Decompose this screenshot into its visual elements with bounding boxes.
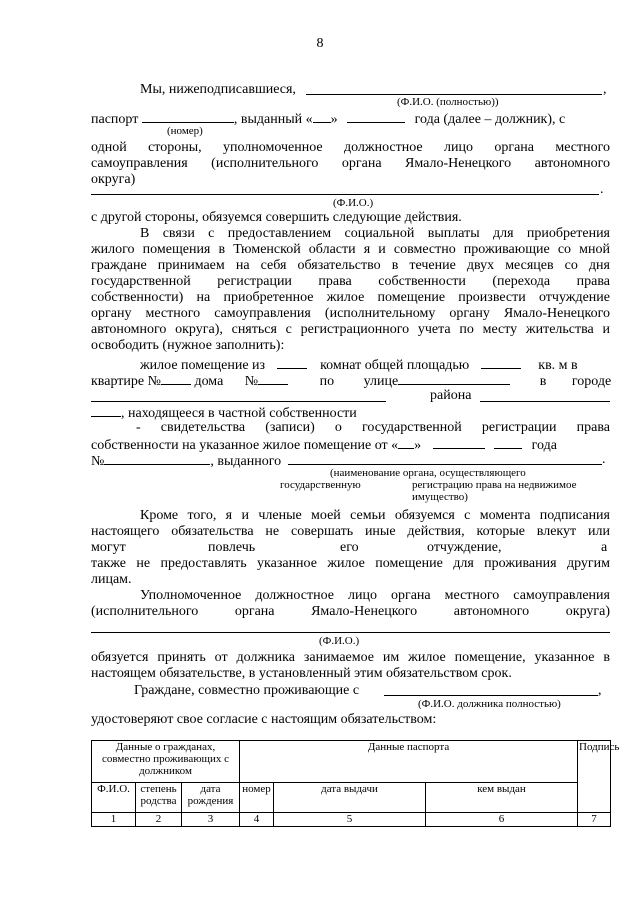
passport-data-table	[91, 740, 620, 827]
number-caption: (номер)	[167, 125, 203, 137]
debtor-fio-blank	[384, 695, 598, 696]
certificate-line-1: - свидетельства (записи) о государственной регистрации права	[136, 420, 610, 435]
cert-caption-3: имущество)	[412, 491, 468, 503]
certificate-date-label: собственности на указанное жилое помещение от «	[91, 438, 399, 453]
family-line-3: могут	[91, 540, 126, 555]
city-blank	[91, 401, 386, 402]
district-label: района	[430, 388, 472, 403]
obligation-line-2: В связи с предоставлением социальной выплаты для приобретения	[140, 226, 610, 241]
on-label: по	[319, 374, 335, 389]
intro-end: ,	[603, 82, 607, 97]
number-column-header: номер	[240, 783, 274, 813]
official2-fio-caption: (Ф.И.О.)	[319, 635, 360, 647]
cert-caption-2b: регистрацию права на недвижимое	[412, 479, 577, 491]
day-blank	[313, 110, 331, 123]
cert-number-blank	[104, 452, 210, 465]
street-blank	[398, 372, 510, 385]
official-fio-blank	[91, 194, 599, 195]
cert-number-label: №	[91, 454, 105, 469]
family-line-5: лицам.	[91, 572, 132, 587]
intro-text: Мы, нижеподписавшиеся,	[140, 82, 296, 97]
official-fio-caption: (Ф.И.О.)	[333, 197, 374, 209]
in-label: в	[539, 374, 547, 389]
street-label: улице	[363, 374, 399, 389]
citizens-end: ,	[598, 683, 602, 698]
column-number: 2	[136, 813, 182, 827]
family-line-2: настоящего обязательства не совершать иные действия, которые влекут или	[91, 524, 610, 539]
sqm-label: кв. м в	[538, 358, 578, 373]
obligation-line-6: собственности) на приобретенное жилое помещение произвести отчуждение	[91, 290, 610, 305]
certificate-line-3	[91, 452, 281, 469]
cert-month-blank	[433, 436, 485, 449]
family-line-3d: отчуждение,	[427, 540, 502, 555]
family-line-3e: а	[601, 540, 608, 555]
official-end: .	[600, 182, 604, 197]
official2-line-2: (исполнительного органа Ямало-Ненецкого автономного округа)	[91, 604, 610, 619]
obligation-line-1: с другой стороны, обязуемся совершить следующие действия.	[91, 210, 462, 225]
obligation-line-9: освободить (нужное заполнить):	[91, 338, 285, 353]
obligation-line-4: граждане принимаем на себя обязательство в течение двух месяцев со дня	[91, 258, 610, 273]
issuer-column-header: кем выдан	[426, 783, 578, 813]
cert-day-blank	[398, 436, 414, 449]
quote-close-2: »	[414, 438, 422, 453]
column-number: 4	[240, 813, 274, 827]
official-line-3: округа)	[91, 172, 136, 187]
citizens-confirm: удостоверяют свое согласие с настоящим обязательством:	[91, 712, 437, 727]
ownership-blank	[91, 404, 121, 417]
month-blank	[347, 110, 405, 123]
official2-line-1: Уполномоченное должностное лицо органа местного самоуправления	[140, 588, 610, 603]
passport-year-label: года (далее – должник), с	[414, 112, 566, 127]
column-number: 5	[274, 813, 426, 827]
column-number: 3	[182, 813, 240, 827]
issue-date-column-header: дата выдачи	[274, 783, 426, 813]
official2-fio-blank	[91, 632, 610, 633]
apartment-blank	[161, 372, 191, 385]
official-line-2: самоуправления (исполнительного органа Ямало-Ненецкого автономного	[91, 156, 610, 171]
signature-header: Подпись	[578, 741, 611, 813]
district-blank	[480, 401, 610, 402]
birthdate-column-header: дата рождения	[182, 783, 240, 813]
official-line-1: одной стороны, уполномоченное должностное лицо органа местного	[91, 140, 610, 155]
family-line-1: Кроме того, я и членые моей семьи обязуемся с момента подписания	[140, 508, 610, 523]
apartment-label: квартире №	[91, 374, 161, 389]
cert-end: .	[602, 452, 606, 467]
housing-rooms-label: жилое помещение из	[140, 358, 266, 373]
rooms-blank	[277, 356, 307, 369]
fio-full-blank	[306, 94, 602, 95]
cert-year-blank	[494, 436, 522, 449]
citizens-data-header: Данные о гражданах, совместно проживающих с должником	[92, 741, 240, 783]
column-number: 7	[578, 813, 611, 827]
family-line-4: также не предоставлять указанное жилое помещение для проживания другим	[91, 556, 610, 571]
official2-line-3: обязуется принять от должника занимаемое им жилое помещение, указанное в	[91, 650, 610, 665]
certificate-line-2	[91, 436, 610, 453]
family-line-3b: повлечь	[208, 540, 256, 555]
obligation-line-8: автономного округа), сняться с регистрационного учета по месту жительства и	[91, 322, 610, 337]
official2-line-4: настоящем обязательстве, в установленный этим обязательством срок.	[91, 666, 512, 681]
column-number: 1	[92, 813, 136, 827]
private-ownership-line	[91, 404, 357, 421]
fio-full-caption: (Ф.И.О. (полностью))	[397, 96, 499, 108]
house-blank	[258, 372, 288, 385]
page-number: 8	[316, 36, 324, 51]
house-label: дома	[194, 374, 224, 389]
housing-address-line	[91, 372, 610, 389]
debtor-fio-caption: (Ф.И.О. должника полностью)	[418, 698, 561, 710]
family-line-3c: его	[340, 540, 359, 555]
column-number: 6	[426, 813, 578, 827]
kinship-column-header: степень родства	[136, 783, 182, 813]
passport-number-blank	[142, 110, 234, 123]
cert-caption-1: (наименование органа, осуществляющего	[330, 467, 526, 479]
housing-rooms-line	[140, 356, 610, 373]
house-no-label: №	[244, 374, 259, 389]
obligation-line-7: органу местного самоуправления (исполнительному органу Ямало-Ненецкого	[91, 306, 610, 321]
obligation-line-3: жилого помещения в Тюменской области я и совместно проживающие со мной	[91, 242, 610, 257]
obligation-line-5: государственной регистрации права собственности (перехода права	[91, 274, 610, 289]
cert-issuer-blank	[288, 464, 602, 465]
passport-data-header: Данные паспорта	[240, 741, 578, 783]
fio-column-header: Ф.И.О.	[92, 783, 136, 813]
area-blank	[481, 356, 521, 369]
quote-close: »	[330, 112, 338, 127]
cert-issued-label: , выданного	[210, 454, 282, 469]
area-label: комнат общей площадью	[320, 358, 470, 373]
year-label: года	[531, 438, 557, 453]
city-label: городе	[571, 374, 612, 389]
private-ownership-label: , находящееся в частной собственности	[121, 406, 357, 421]
passport-label: паспорт	[91, 112, 139, 127]
citizens-text: Граждане, совместно проживающие с	[134, 683, 360, 698]
passport-issued-label: , выданный «	[233, 112, 313, 127]
cert-caption-2a: государственную	[280, 479, 361, 491]
